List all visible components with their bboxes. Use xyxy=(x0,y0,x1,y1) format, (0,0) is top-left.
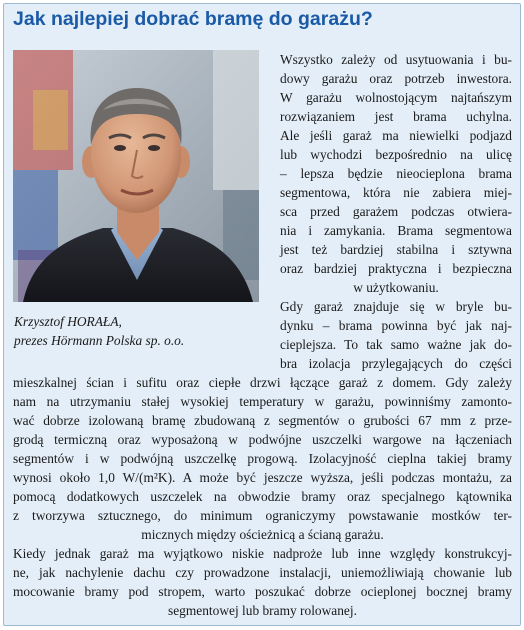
body-line: oraz bardziej praktyczna i bezpieczna xyxy=(280,261,512,276)
body-line: cieplejsza. To tak samo ważne jak do- xyxy=(280,337,512,352)
body-line: segmentowa, która nie zabiera miej- xyxy=(280,185,512,200)
body-line: wynosi około 1,0 W/(m²K). A może być jeszcze wyższa, jeśli podczas montażu, za xyxy=(13,470,512,485)
body-line: wać dobrze izolowaną bramę zbudowaną z segmentów o grubości 67 mm z prze- xyxy=(13,413,512,428)
body-line: mocowanie bramy pod stropem, warto poszukać dobrze ocieplonej bocznej bramy xyxy=(13,584,512,599)
body-line: Wszystko zależy od usytuowania i bu- xyxy=(280,52,512,67)
caption-name: Krzysztof HORAŁA, xyxy=(14,314,122,329)
body-line: W garażu wolnostojącym najtańszym xyxy=(280,90,512,105)
body-line: segmentów i w podwójną uszczelkę progową. Izolacyjność cieplna takiej bramy xyxy=(13,451,512,466)
body-line: Ale jeśli garaż ma niewielki podjazd xyxy=(280,128,512,143)
body-line: dynku – brama powinna być jak naj- xyxy=(280,318,512,333)
caption-role: prezes Hörmann Polska sp. o.o. xyxy=(14,333,185,348)
body-line: Gdy garaż znajduje się w bryle bu- xyxy=(280,299,512,314)
body-line: rozwiązaniem jest brama uchylna. xyxy=(280,109,512,124)
body-line: pomocą dodatkowych uszczelek na obwodzie bramy oraz specjalnego kątownika xyxy=(13,489,512,504)
body-line: grodą termiczną oraz wyposażoną w podwójne uszczelki wargowe na łączeniach xyxy=(13,432,512,447)
body-line: z tworzywa sztucznego, do minimum ograniczymy powstawanie mostków ter- xyxy=(13,508,512,523)
body-line: mieszkalnej ścian i sufitu oraz ciepłe drzwi łączące garaż z domem. Gdy zależy xyxy=(13,375,512,390)
body-line: w użytkowaniu. xyxy=(353,280,439,295)
body-line: ne, jak nachylenie dachu czy prowadzone instalacji, uniemożliwiają chowanie lub xyxy=(13,565,512,580)
body-line: – lepsza będzie nieocieplona brama xyxy=(280,166,512,181)
body-line: sca przed garażem podczas otwiera- xyxy=(280,204,512,219)
body-line: nia i zamykania. Brama segmentowa xyxy=(280,223,512,238)
body-line: jest też bardziej stabilna i sztywna xyxy=(280,242,512,257)
body-line: dowy garażu oraz potrzeb inwestora. xyxy=(280,71,512,86)
body-line: nam na utrzymaniu stałej wysokiej temperatury w garażu, powinniśmy zamonto- xyxy=(13,394,512,409)
body-line: segmentowej lub bramy rolowanej. xyxy=(168,603,357,618)
body-line: lub wychodzi bezpośrednio na ulicę xyxy=(280,147,512,162)
portrait-photo xyxy=(13,50,259,302)
photo-caption xyxy=(14,312,184,350)
body-line: bra izolacja przylegających do części xyxy=(280,356,512,371)
body-line: micznych między ościeżnicą a ścianą garażu. xyxy=(141,527,384,542)
body-line: Kiedy jednak garaż ma wyjątkowo niskie nadproże lub inne względy konstrukcyj- xyxy=(13,546,512,561)
article-title: Jak najlepiej dobrać bramę do garażu? xyxy=(13,8,373,30)
